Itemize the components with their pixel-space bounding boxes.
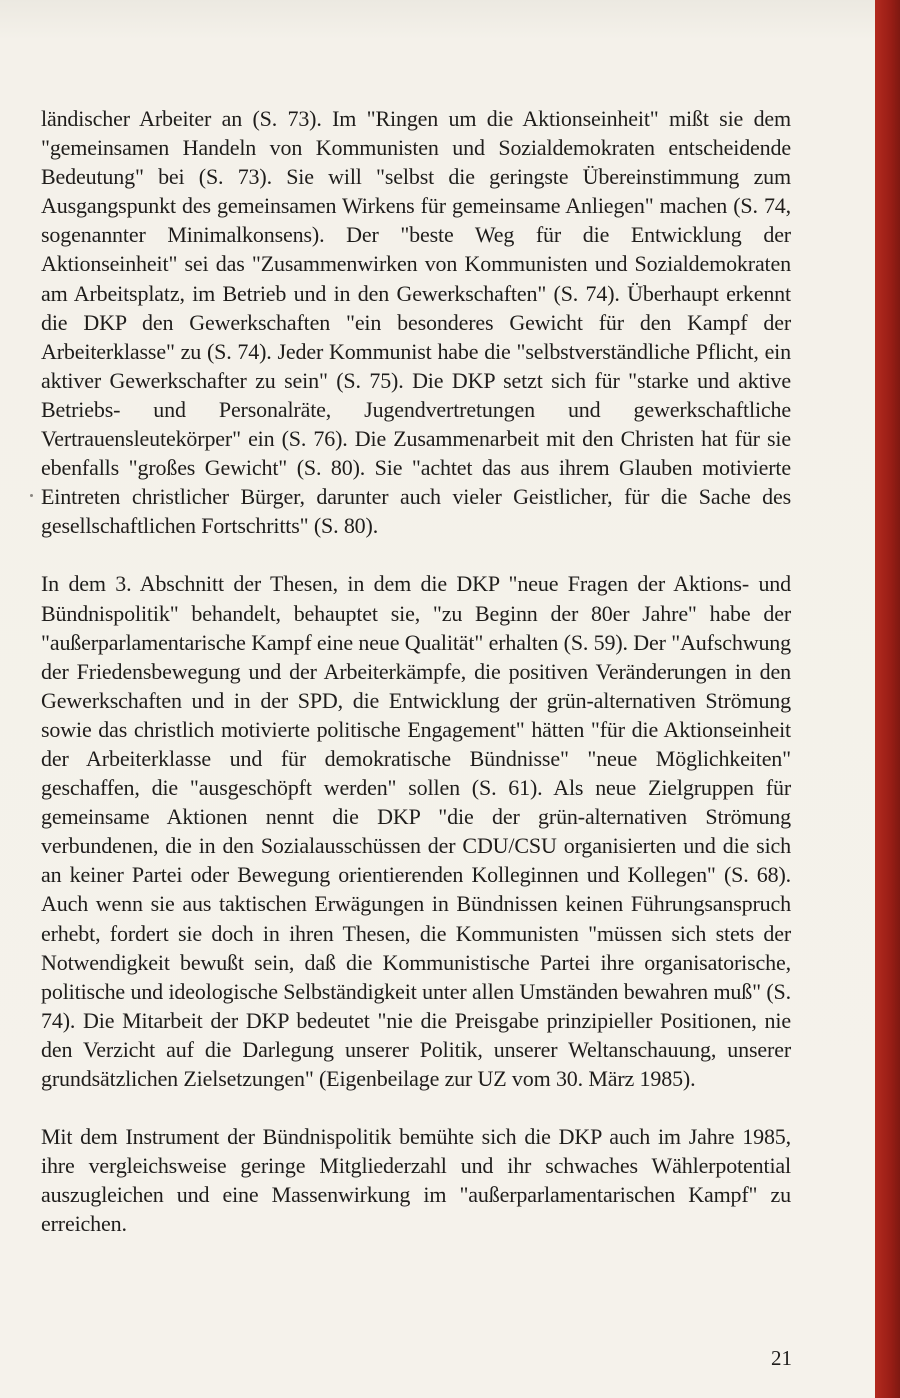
paragraph-massenwirkung: Mit dem Instrument der Bündnispolitik bemühte sich die DKP auch im Jahre 1985, ihre vergleichsweise geringe Mitgliederzahl und ihr schwaches Wählerpotential auszugleichen und eine Massenwirkung im "außerparlamentarischen Kampf" zu erreichen. <box>41 1124 791 1237</box>
paragraph-buendnispolitik-thesen: In dem 3. Abschnitt der Thesen, in dem die DKP "neue Fragen der Aktions- und Bündnispolitik" behandelt, behauptet sie, "zu Beginn der 80er Jahre" habe der "außerparlamentarische Kampf eine neue Qualität" erhalten (S. 59). Der "Aufschwung der Friedensbewegung und der Arbeiterkämpfe, die positiven Veränderungen in den Gewerkschaften und in der SPD, die Entwicklung der grün-alternativen Strömung sowie das christlich motivierte politische Engagement" hätten "für die Aktionseinheit der Arbeiterklasse und für demokratische Bündnisse" "neue Möglichkeiten" geschaffen, die "ausgeschöpft werden" sollen (S. 61). Als neue Zielgruppen für gemeinsame Aktionen nennt die DKP "die der grün-alternativen Strömung verbundenen, die in den Sozialausschüssen der CDU/CSU organisierten und die sich an keiner Partei oder Bewegung orientierenden Kolleginnen und Kollegen" (S. 68). Auch wenn sie aus taktischen Erwägungen in Bündnissen keinen Führungsanspruch erhebt, fordert sie doch in ihren Thesen, die Kommunisten "müssen sich stets der Notwendigkeit bewußt sein, daß die Kommunistische Partei ihre organisatorische, politische und ideologische Selbständigkeit unter allen Umständen bewahren muß" (S. 74). Die Mitarbeit der DKP bedeutet "nie die Preisgabe prinzipieller Positionen, nie den Verzicht auf die Darlegung unserer Politik, unserer Weltanschauung, unserer grundsätzlichen Zielsetzungen" (Eigenbeilage zur UZ vom 30. März 1985). <box>41 571 791 1091</box>
paragraph-aktionseinheit: ländischer Arbeiter an (S. 73). Im "Ringen um die Aktionseinheit" mißt sie dem "gemeinsamen Handeln von Kommunisten und Sozialdemokraten entscheidende Bedeutung" bei (S. 73). Sie will "selbst die geringste Übereinstimmung zum Ausgangspunkt des gemeinsamen Wirkens für gemeinsame Anliegen" machen (S. 74, sogenannter Minimalkonsens). Der "beste Weg für die Entwicklung der Aktionseinheit" sei das "Zusammenwirken von Kommunisten und Sozialdemokraten am Arbeitsplatz, im Betrieb und in den Gewerkschaften" (S. 74). Überhaupt erkennt die DKP den Gewerkschaften "ein besonderes Gewicht für den Kampf der Arbeiterklasse" zu (S. 74). Jeder Kommunist habe die "selbstverständliche Pflicht, ein aktiver Gewerkschafter zu sein" (S. 75). Die DKP setzt sich für "starke und aktive Betriebs- und Personalräte, Jugendvertretungen und gewerkschaftliche Vertrauensleutekörper" ein (S. 76). Die Zusammenarbeit mit den Christen hat für sie ebenfalls "großes Gewicht" (S. 80). Sie "achtet das aus ihrem Glauben motivierte Eintreten christlicher Bürger, darunter auch vieler Geistlicher, für die Sache des gesellschaftlichen Fortschritts" (S. 80). <box>41 106 791 539</box>
page-text-body <box>41 104 791 1238</box>
page-number: 21 <box>771 1346 792 1370</box>
red-book-spine-edge <box>875 0 900 1398</box>
paper-speck <box>30 494 33 497</box>
